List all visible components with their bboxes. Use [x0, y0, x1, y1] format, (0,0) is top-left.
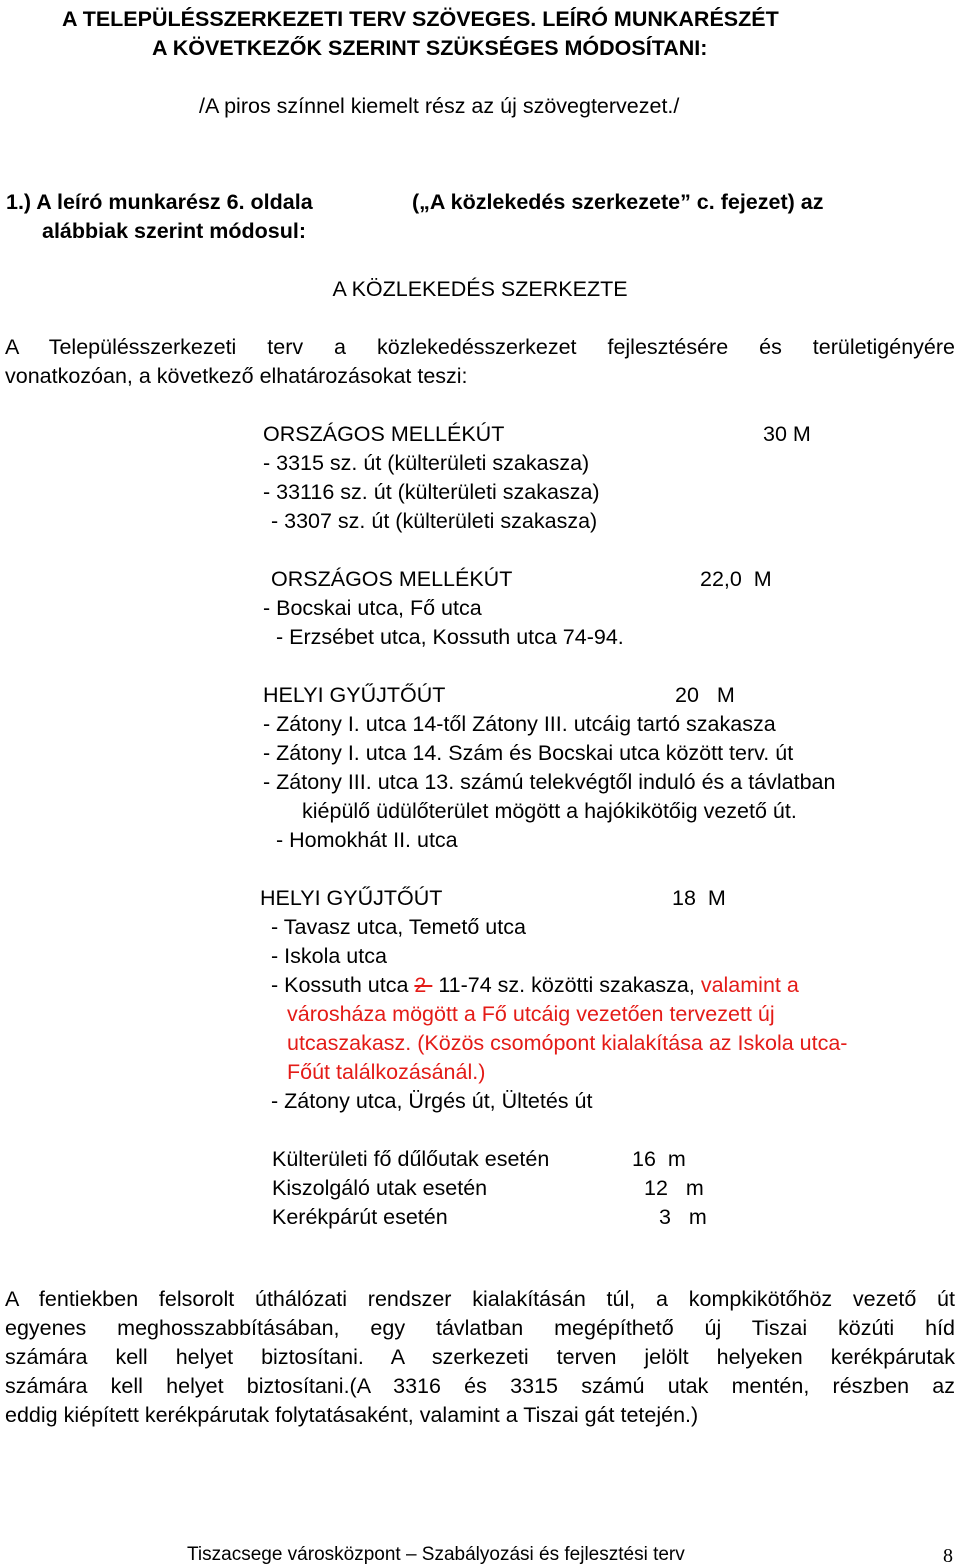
- block3-item: - Zátony I. utca 14-től Zátony III. utcáig tartó szakasza: [263, 712, 776, 736]
- block2-title: ORSZÁGOS MELLÉKÚT: [271, 567, 513, 591]
- block2-item: - Erzsébet utca, Kossuth utca 74-94.: [276, 625, 624, 649]
- block4-title: HELYI GYŰJTŐÚT: [260, 886, 443, 910]
- header-line-2: A KÖVETKEZŐK SZERINT SZÜKSÉGES MÓDOSÍTANI:: [152, 36, 708, 60]
- header-line-1: A TELEPÜLÉSSZERKEZETI TERV SZÖVEGES. LEÍRÓ MUNKARÉSZÉT: [62, 7, 779, 31]
- block2-width: 22,0 M: [700, 567, 772, 591]
- block4-new-text: utcaszakasz. (Közös csomópont kialakítása az Iskola utca-: [287, 1031, 848, 1055]
- item1-line2: alábbiak szerint módosul:: [42, 219, 307, 243]
- width-label: Kerékpárút esetén: [272, 1205, 448, 1229]
- width-label: Kiszolgáló utak esetén: [272, 1176, 488, 1200]
- final-paragraph-line: A fentiekben felsorolt úthálózati rendszer kialakításán túl, a kompkikötőhöz vezető út: [5, 1287, 955, 1311]
- block1-item: - 33116 sz. út (külterületi szakasza): [263, 480, 600, 504]
- block2-item: - Bocskai utca, Fő utca: [263, 596, 482, 620]
- block4-item: - Tavasz utca, Temető utca: [271, 915, 526, 939]
- kossuth-prefix: - Kossuth utca: [271, 973, 415, 997]
- width-label: Külterületi fő dűlőutak esetén: [272, 1147, 550, 1171]
- block1-item: - 3307 sz. út (külterületi szakasza): [271, 509, 598, 533]
- kossuth-range: 11-74 sz. közötti szakasza,: [432, 973, 695, 997]
- block4-new-text: Főút találkozásánál.): [287, 1060, 486, 1084]
- width-value: 3 m: [659, 1205, 707, 1229]
- intro-line-1: A Településszerkezeti terv a közlekedésszerkezet fejlesztésére és területigényére: [5, 335, 955, 359]
- final-paragraph-line: számára kell helyet biztosítani. A szerkezeti terven jelölt helyeken kerékpárutak: [5, 1345, 955, 1369]
- kossuth-deleted: 2: [414, 973, 433, 997]
- header-note: /A piros színnel kiemelt rész az új szövegtervezet./: [199, 94, 680, 118]
- final-paragraph-line: eddig kiépített kerékpárutak folytatásaként, valamint a Tiszai gát tetején.): [5, 1403, 699, 1427]
- block4-item: - Iskola utca: [271, 944, 387, 968]
- final-paragraph-line: egyenes meghosszabbításában, egy távlatban megépíthető új Tiszai közúti híd: [5, 1316, 955, 1340]
- block3-width: 20 M: [675, 683, 735, 707]
- final-paragraph-line: számára kell helyet biztosítani.(A 3316 és 3315 számú utak mentén, részben az: [5, 1374, 955, 1398]
- width-value: 16 m: [632, 1147, 686, 1171]
- block3-title: HELYI GYŰJTŐÚT: [263, 683, 446, 707]
- item1-number: 1.) A leíró munkarész 6. oldala: [6, 190, 313, 214]
- block1-item: - 3315 sz. út (külterületi szakasza): [263, 451, 590, 475]
- block4-new-text: városháza mögött a Fő utcáig vezetően tervezett új: [287, 1002, 775, 1026]
- width-value: 12 m: [644, 1176, 704, 1200]
- block3-item: - Zátony I. utca 14. Szám és Bocskai utca között terv. út: [263, 741, 794, 765]
- footer-text: Tiszacsege városközpont – Szabályozási és fejlesztési terv: [187, 1544, 685, 1565]
- item1-chapter: („A közlekedés szerkezete” c. fejezet) az: [412, 190, 824, 214]
- section-title: A KÖZLEKEDÉS SZERKEZTE: [332, 277, 628, 301]
- intro-line-2: vonatkozóan, a következő elhatározásokat teszi:: [5, 364, 468, 388]
- block1-width: 30 M: [763, 422, 811, 446]
- block4-width: 18 M: [672, 886, 726, 910]
- page-number: 8: [943, 1545, 953, 1567]
- block4-item: - Zátony utca, Ürgés út, Ültetés út: [271, 1089, 593, 1113]
- block4-kossuth-line: [271, 975, 799, 997]
- block3-item: kiépülő üdülőterület mögött a hajókikötőig vezető út.: [302, 799, 797, 823]
- block3-item: - Zátony III. utca 13. számú telekvégtől induló és a távlatban: [263, 770, 836, 794]
- block3-item: - Homokhát II. utca: [276, 828, 458, 852]
- kossuth-new-text: valamint a: [694, 973, 799, 997]
- block1-title: ORSZÁGOS MELLÉKÚT: [263, 422, 505, 446]
